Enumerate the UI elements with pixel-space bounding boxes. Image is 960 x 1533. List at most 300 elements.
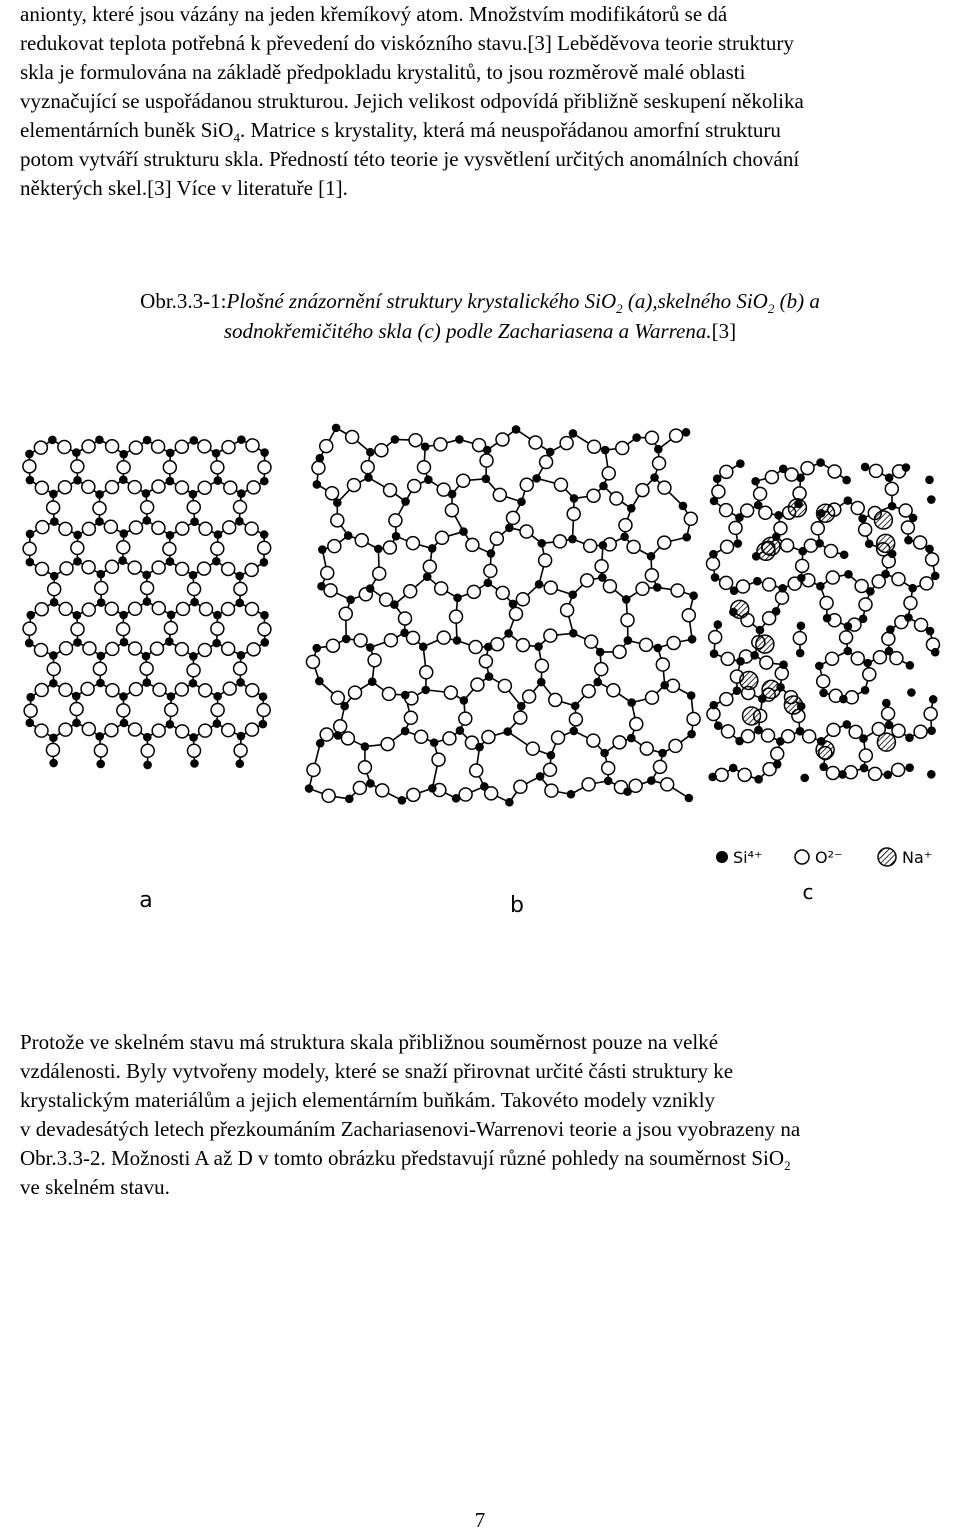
- silicon-atom: [627, 698, 636, 707]
- oxygen-atom: [324, 584, 337, 597]
- oxygen-atom: [129, 602, 142, 615]
- oxygen-atom: [117, 704, 130, 717]
- oxygen-atom: [175, 481, 188, 494]
- text-line: vyznačující se uspořádanou strukturou. Jejich velikost odpovídá přibližně seskupení několika: [20, 89, 804, 113]
- oxygen-atom: [331, 514, 344, 527]
- panel-label-c: c: [802, 880, 814, 904]
- text-line: redukovat teplota potřebná k převedení do viskózního stavu.[3] Leběděvova teorie struktury: [20, 31, 794, 55]
- oxygen-atom: [491, 638, 504, 651]
- silicon-atom: [751, 477, 760, 486]
- oxygen-atom: [653, 457, 666, 470]
- oxygen-atom: [595, 560, 608, 573]
- oxygen-atom: [516, 593, 529, 606]
- oxygen-atom: [384, 634, 397, 647]
- oxygen-atom: [892, 763, 905, 776]
- oxygen-atom: [129, 683, 142, 696]
- oxygen-atom: [490, 532, 503, 545]
- silicon-atom: [569, 727, 578, 736]
- intro-paragraph: [20, 0, 955, 203]
- sodium-ion: [877, 534, 895, 552]
- oxygen-atom: [35, 603, 48, 616]
- panel-label-a: a: [139, 888, 153, 913]
- silicon-atom: [317, 582, 326, 591]
- silicon-atom: [931, 572, 940, 581]
- silicon-atom: [906, 661, 915, 670]
- oxygen-atom: [198, 643, 211, 656]
- silicon-atom: [428, 784, 437, 793]
- oxygen-atom: [459, 712, 472, 725]
- oxygen-atom: [763, 578, 776, 591]
- text-line: krystalickým materiálům a jejich elementárním buňkám. Takovéto modely vznikly: [20, 1088, 716, 1112]
- silicon-atom: [165, 637, 174, 646]
- text-line: některých skel.[3] Více v literatuře [1].: [20, 176, 348, 200]
- silicon-atom: [537, 539, 546, 548]
- silicon-atom: [778, 584, 787, 593]
- silicon-atom: [708, 773, 717, 782]
- oxygen-atom: [349, 686, 362, 699]
- oxygen-atom: [188, 583, 201, 596]
- oxygen-atom: [914, 536, 927, 549]
- oxygen-atom: [106, 642, 119, 655]
- silicon-atom: [600, 749, 609, 758]
- silicon-atom: [235, 517, 244, 526]
- silicon-atom: [593, 678, 602, 687]
- silicon-atom: [840, 550, 849, 559]
- oxygen-atom: [306, 655, 319, 668]
- oxygen-atom: [859, 749, 872, 762]
- oxygen-atom: [152, 521, 165, 534]
- oxygen-atom: [436, 531, 449, 544]
- silicon-atom: [25, 639, 34, 648]
- silicon-atom: [842, 476, 851, 485]
- silicon-atom: [881, 570, 890, 579]
- oxygen-atom: [404, 585, 417, 598]
- sodium-ion: [784, 696, 802, 714]
- silicon-atom: [568, 535, 577, 544]
- silicon-atom: [235, 759, 244, 768]
- silicon-atom: [685, 794, 694, 803]
- silicon-atom: [315, 677, 324, 686]
- silicon-atom: [261, 638, 270, 647]
- oxygen-atom: [654, 760, 667, 773]
- oxygen-atom: [588, 440, 601, 453]
- oxygen-atom: [602, 762, 615, 775]
- oxygen-atom: [222, 441, 235, 454]
- silicon-atom: [815, 662, 824, 671]
- silicon-atom: [484, 579, 493, 588]
- oxygen-atom: [415, 730, 428, 743]
- oxygen-atom: [117, 541, 130, 554]
- silicon-atom: [391, 435, 400, 444]
- silicon-atom: [882, 699, 891, 708]
- oxygen-atom: [661, 778, 674, 791]
- silicon-atom: [453, 594, 462, 603]
- oxygen-atom: [738, 768, 751, 781]
- oxygen-atom: [466, 538, 479, 551]
- silicon-atom: [235, 599, 244, 608]
- figure-caption: [0, 286, 960, 346]
- silicon-atom: [166, 449, 175, 458]
- oxygen-atom: [882, 707, 895, 720]
- silicon-atom: [774, 511, 783, 520]
- oxygen-atom: [529, 436, 542, 449]
- text-segment: elementárních buněk SiO: [20, 118, 234, 142]
- oxygen-atom: [58, 481, 71, 494]
- oxygen-atom: [358, 761, 371, 774]
- silicon-atom: [682, 533, 691, 542]
- silicon-atom: [750, 651, 759, 660]
- legend-na-label: Na⁺: [902, 848, 933, 867]
- oxygen-atom: [736, 580, 749, 593]
- oxygen-atom: [619, 519, 632, 532]
- oxygen-atom: [331, 691, 344, 704]
- oxygen-atom: [82, 522, 95, 535]
- silicon-atom: [212, 639, 221, 648]
- oxygen-atom: [585, 635, 598, 648]
- silicon-atom: [26, 611, 35, 620]
- silicon-atom: [567, 790, 576, 799]
- silicon-atom: [366, 584, 375, 593]
- oxygen-atom: [616, 442, 629, 455]
- silicon-atom: [823, 614, 832, 623]
- silicon-atom: [213, 611, 222, 620]
- oxygen-atom: [817, 675, 830, 688]
- oxygen-atom: [326, 639, 339, 652]
- oxygen-atom: [141, 581, 154, 594]
- oxygen-atom: [222, 602, 235, 615]
- oxygen-atom: [223, 521, 236, 534]
- oxygen-atom: [82, 561, 95, 574]
- silicon-atom: [547, 751, 556, 760]
- oxygen-atom: [258, 541, 271, 554]
- sodium-ion: [756, 635, 774, 653]
- silicon-atom: [688, 635, 697, 644]
- oxygen-atom: [163, 461, 176, 474]
- silicon-atom: [925, 545, 934, 554]
- silicon-atom: [517, 497, 526, 506]
- oxygen-atom: [59, 683, 72, 696]
- oxygen-atom: [150, 642, 163, 655]
- silicon-atom: [190, 436, 199, 445]
- subscript: 4: [233, 130, 240, 146]
- silicon-atom: [843, 720, 852, 729]
- subscript: 2: [767, 301, 775, 317]
- oxygen-atom: [312, 461, 325, 474]
- oxygen-atom: [224, 481, 237, 494]
- text-line: potom vytváří strukturu skla. Předností této teorie je vysvětlení určitých anomálních chování: [20, 147, 800, 171]
- oxygen-atom: [707, 708, 720, 721]
- oxygen-atom: [826, 766, 839, 779]
- oxygen-atom: [199, 724, 212, 737]
- silicon-atom: [237, 489, 246, 498]
- oxygen-atom: [646, 691, 659, 704]
- silicon-atom: [927, 726, 936, 735]
- silicon-atom: [504, 629, 513, 638]
- caption-text: Plošné znázornění struktury krystalického SiO: [226, 289, 617, 313]
- silicon-atom: [653, 583, 662, 592]
- silicon-atom: [73, 476, 82, 485]
- silicon-atom: [512, 425, 521, 434]
- oxygen-atom: [334, 720, 347, 733]
- oxygen-atom: [246, 684, 259, 697]
- silicon-atom: [568, 590, 577, 599]
- oxygen-atom: [105, 724, 118, 737]
- silicon-atom: [632, 433, 641, 442]
- silicon-atom: [312, 644, 321, 653]
- oxygen-atom: [381, 738, 394, 751]
- legend-si-symbol: [716, 851, 728, 863]
- silicon-atom: [97, 598, 106, 607]
- silicon-atom: [374, 545, 383, 554]
- silicon-atom: [885, 647, 894, 656]
- silicon-atom: [428, 544, 437, 553]
- silicon-atom: [190, 759, 199, 768]
- oxygen-atom: [211, 622, 224, 635]
- oxygen-atom: [404, 711, 417, 724]
- oxygen-atom: [444, 686, 457, 699]
- oxygen-atom: [859, 598, 872, 611]
- oxygen-atom: [471, 678, 484, 691]
- oxygen-atom: [569, 713, 582, 726]
- oxygen-atom: [355, 534, 368, 547]
- sodium-ion: [757, 542, 775, 560]
- silicon-atom: [260, 530, 269, 539]
- oxygen-atom: [339, 607, 352, 620]
- oxygen-atom: [46, 743, 59, 756]
- silicon-atom: [142, 516, 151, 525]
- silicon-atom: [366, 643, 375, 652]
- oxygen-atom: [322, 789, 335, 802]
- silicon-atom: [26, 476, 35, 485]
- silicon-atom: [166, 477, 175, 486]
- oxygen-atom: [95, 582, 108, 595]
- silicon-atom: [189, 571, 198, 580]
- outro-paragraph: [20, 1028, 955, 1202]
- sodium-ion: [816, 741, 834, 759]
- panel-label-b: b: [510, 893, 524, 918]
- oxygen-atom: [509, 607, 522, 620]
- silicon-atom: [49, 651, 58, 660]
- silicon-atom: [214, 530, 223, 539]
- silicon-atom: [736, 459, 745, 468]
- silicon-atom: [927, 495, 936, 504]
- oxygen-atom: [844, 766, 857, 779]
- silicon-atom: [143, 597, 152, 606]
- oxygen-atom: [754, 487, 767, 500]
- legend: [716, 848, 932, 867]
- silicon-atom: [885, 473, 894, 482]
- silicon-atom: [72, 719, 81, 728]
- silicon-atom: [50, 517, 59, 526]
- silicon-atom: [25, 450, 34, 459]
- silicon-atom: [687, 730, 696, 739]
- caption-text: sodnokřemičitého skla (c) podle Zachariasena a Warrena.: [223, 319, 712, 343]
- silicon-atom: [819, 689, 828, 698]
- silicon-atom: [142, 489, 151, 498]
- oxygen-atom: [47, 501, 60, 514]
- silicon-atom: [622, 595, 631, 604]
- oxygen-atom: [353, 781, 366, 794]
- oxygen-atom: [93, 502, 106, 515]
- oxygen-atom: [152, 440, 165, 453]
- silicon-atom: [50, 572, 59, 581]
- oxygen-atom: [176, 602, 189, 615]
- subscript: 2: [784, 1158, 791, 1174]
- oxygen-atom: [59, 602, 72, 615]
- oxygen-atom: [582, 778, 595, 791]
- oxygen-atom: [828, 465, 841, 478]
- oxygen-atom: [384, 484, 397, 497]
- silicon-atom: [796, 474, 805, 483]
- oxygen-atom: [346, 431, 359, 444]
- silicon-atom: [118, 556, 127, 565]
- oxygen-atom: [523, 690, 536, 703]
- oxygen-atom: [434, 438, 447, 451]
- silicon-atom: [772, 607, 781, 616]
- silicon-atom: [598, 573, 607, 582]
- oxygen-atom: [36, 562, 49, 575]
- silicon-atom: [713, 474, 722, 483]
- silicon-atom: [213, 692, 222, 701]
- silicon-atom: [627, 734, 636, 743]
- oxygen-atom: [720, 693, 733, 706]
- oxygen-atom: [104, 520, 117, 533]
- silicon-atom: [421, 442, 430, 451]
- silicon-atom: [601, 446, 610, 455]
- oxygen-atom: [245, 603, 258, 616]
- oxygen-atom: [516, 639, 529, 652]
- silicon-atom: [448, 490, 457, 499]
- silicon-atom: [361, 742, 370, 751]
- panel-a-crystalline: [23, 435, 271, 769]
- oxygen-atom: [761, 729, 774, 742]
- oxygen-atom: [417, 461, 430, 474]
- oxygen-atom: [437, 631, 450, 644]
- oxygen-atom: [627, 540, 640, 553]
- oxygen-atom: [70, 703, 83, 716]
- oxygen-atom: [826, 652, 839, 665]
- oxygen-atom: [60, 562, 73, 575]
- page-number: 7: [474, 1508, 486, 1532]
- oxygen-atom: [106, 684, 119, 697]
- silicon-atom: [735, 513, 744, 522]
- oxygen-atom: [621, 614, 634, 627]
- oxygen-atom: [775, 667, 788, 680]
- oxygen-atom: [320, 728, 333, 741]
- oxygen-atom: [636, 484, 649, 497]
- oxygen-atom: [480, 454, 493, 467]
- sodium-ion: [740, 672, 758, 690]
- silicon-atom: [866, 587, 875, 596]
- oxygen-atom: [892, 724, 905, 737]
- silicon-atom: [143, 761, 152, 770]
- oxygen-atom: [450, 610, 463, 623]
- oxygen-atom: [247, 643, 260, 656]
- oxygen-atom: [520, 525, 533, 538]
- silicon-atom: [49, 679, 58, 688]
- silicon-atom: [714, 620, 723, 629]
- oxygen-atom: [470, 764, 483, 777]
- caption-text: (b) a: [774, 289, 820, 313]
- silicon-atom: [460, 696, 469, 705]
- oxygen-atom: [539, 554, 552, 567]
- oxygen-atom: [128, 561, 141, 574]
- oxygen-atom: [669, 739, 682, 752]
- oxygen-atom: [851, 652, 864, 665]
- oxygen-atom: [175, 643, 188, 656]
- oxygen-atom: [636, 582, 649, 595]
- oxygen-atom: [482, 730, 495, 743]
- caption-ref: [3]: [711, 319, 737, 343]
- caption-line-2: [0, 316, 960, 346]
- oxygen-atom: [23, 542, 36, 555]
- oxygen-atom: [721, 540, 734, 553]
- oxygen-atom: [320, 440, 333, 453]
- oxygen-atom: [771, 747, 784, 760]
- silicon-atom: [313, 480, 322, 489]
- silicon-atom: [485, 672, 494, 681]
- oxygen-atom: [71, 623, 84, 636]
- oxygen-atom: [176, 522, 189, 535]
- silicon-atom: [366, 448, 375, 457]
- sodium-ion: [874, 511, 892, 529]
- oxygen-atom: [81, 682, 94, 695]
- sodium-ion: [877, 733, 895, 751]
- silicon-atom: [647, 552, 656, 561]
- oxygen-atom: [826, 571, 839, 584]
- silicon-atom: [909, 514, 918, 523]
- oxygen-atom: [93, 662, 106, 675]
- oxygen-atom: [781, 539, 794, 552]
- oxygen-atom: [613, 645, 626, 658]
- oxygen-atom: [587, 734, 600, 747]
- silicon-atom: [596, 648, 605, 657]
- oxygen-atom: [164, 621, 177, 634]
- oxygen-atom: [712, 485, 725, 498]
- silicon-atom: [654, 445, 663, 454]
- legend-o-symbol: [795, 850, 809, 864]
- oxygen-atom: [140, 662, 153, 675]
- oxygen-atom: [420, 666, 433, 679]
- silicon-atom: [453, 636, 462, 645]
- oxygen-atom: [496, 433, 509, 446]
- silicon-atom: [904, 613, 913, 622]
- oxygen-atom: [373, 567, 386, 580]
- oxygen-atom: [670, 429, 683, 442]
- oxygen-atom: [824, 545, 837, 558]
- silicon-atom: [861, 463, 870, 472]
- oxygen-atom: [715, 768, 728, 781]
- oxygen-atom: [507, 511, 520, 524]
- silicon-atom: [505, 524, 514, 533]
- oxygen-atom: [554, 478, 567, 491]
- text-line: ve skelném stavu.: [20, 1175, 170, 1199]
- silicon-atom: [796, 649, 805, 658]
- oxygen-atom: [926, 553, 939, 566]
- oxygen-atom: [901, 521, 914, 534]
- oxygen-atom: [445, 504, 458, 517]
- silicon-atom: [844, 647, 853, 656]
- oxygen-atom: [656, 658, 669, 671]
- silicon-atom: [72, 692, 81, 701]
- oxygen-atom: [882, 632, 895, 645]
- silicon-atom: [532, 474, 541, 483]
- silicon-atom: [883, 771, 892, 780]
- oxygen-atom: [484, 564, 497, 577]
- silicon-atom: [364, 473, 373, 482]
- silicon-atom: [73, 531, 82, 540]
- silicon-atom: [260, 477, 269, 486]
